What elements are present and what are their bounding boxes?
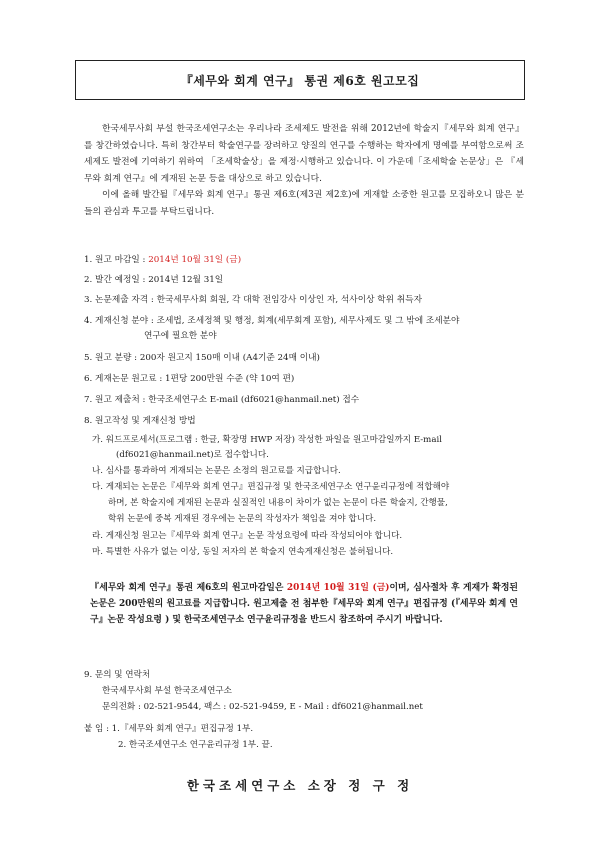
document-title — [75, 60, 525, 100]
deadline-date: 2014년 10월 31일 (금) — [148, 255, 242, 265]
notice-text-a: 『세무와 회계 연구』통권 제6호의 원고마감일은 — [90, 583, 287, 593]
signature: 한국조세연구소 소장 정 구 정 — [186, 778, 414, 793]
intro-paragraph-2: 이에 올해 발간될『세무와 회계 연구』통권 제6호(제3권 제2호)에 게재할 소중한 원고를 모집하오니 많은 분들의 관심과 투고를 부탁드립니다. — [84, 190, 524, 217]
contact-phone: 문의전화 : 02-521-9544, 팩스 : 02-521-9459, E - Mail : df6021@hanmail.net — [102, 702, 423, 712]
item-label: 1. 원고 마감일 : — [84, 255, 149, 265]
list-item — [84, 294, 422, 306]
contact-org: 한국세무사회 부설 한국조세연구소 — [102, 686, 232, 696]
item-label: 2. 발간 예정일 : 2014년 12월 31일 — [84, 275, 224, 285]
notice-paragraph — [90, 580, 518, 629]
notice-text-b: 이며, 심사절차 후 게재가 확정된 논문은 200만원의 원고료를 지급합니다. 원고제출 전 첨부한『세무와 회계 연구』편집규정 (『세무와 회계 연구』논문 작성요령 ) 및 한국조세연구소 연구윤리규정을 반드시 참조하여 주시기 바랍니다. — [90, 583, 518, 626]
contact-header: 9. 문의 및 연락처 — [84, 670, 151, 680]
attachment-1: 붙 임 : 1.『세무와 회계 연구』편집규정 1부. — [84, 724, 254, 734]
method-line: 하며, 본 학술지에 게재된 논문과 실질적인 내용이 차이가 없는 논문이 다른 학술지, 간행물, — [108, 498, 448, 508]
method-line: 다. 게재되는 논문은『세무와 회계 연구』편집규정 및 한국조세연구소 연구윤리규정에 적합해야 — [92, 482, 450, 492]
item-label: 4. 게재신청 분야 : 조세법, 조세정책 및 행정, 회계(세무회계 포함), 세무사제도 및 그 밖에 조세분야 — [84, 316, 460, 326]
list-item — [84, 315, 459, 327]
item-label: 7. 원고 제출처 : 한국조세연구소 E-mail (df6021@hanmail.net) 접수 — [84, 395, 360, 405]
attachment-2: 2. 한국조세연구소 연구윤리규정 1부. 끝. — [118, 740, 273, 750]
list-item-continuation — [144, 330, 217, 342]
method-line: (df6021@hanmail.net)로 접수합니다. — [116, 450, 269, 460]
item-label: 5. 원고 분량 : 200자 원고지 150매 이내 (A4기준 24매 이내) — [84, 353, 320, 363]
list-item — [84, 352, 320, 364]
item-label: 8. 원고작성 및 게재신청 방법 — [84, 416, 196, 426]
title-text: 『세무와 회계 연구』 통권 제6호 원고모집 — [180, 73, 420, 88]
item-label: 6. 게재논문 원고료 : 1편당 200만원 수준 (약 10여 편) — [84, 374, 295, 384]
list-item — [84, 394, 359, 406]
list-item — [84, 415, 196, 427]
method-line: 라. 게재신청 원고는『세무와 회계 연구』논문 작성요령에 따라 작성되어야 합니다. — [92, 531, 403, 541]
list-item — [84, 254, 241, 266]
list-item — [84, 373, 294, 385]
intro-paragraph-1: 한국세무사회 부설 한국조세연구소는 우리나라 조세제도 발전을 위해 2012년에 학술지『세무와 회계 연구』를 창간하였습니다. 특히 창간부터 학술연구를 장려하고 양질의 연구를 수행하는 학자에게 명예를 부여함으로써 조세제도 발전에 기여하기 위하여 「조세학술상」을 제정·시행하고 있습니다. 이 가운데「조세학술 논문상」은 『세무와 회계 연구』에 게재된 논문 등을 대상으로 하고 있습니다. — [84, 124, 524, 184]
intro-section — [84, 121, 524, 221]
notice-deadline: 2014년 10월 31일 (금) — [286, 583, 390, 593]
method-line: 마. 특별한 사유가 없는 이상, 동일 저자의 본 학술지 연속게재신청은 불허됩니다. — [92, 547, 394, 557]
method-line: 나. 심사를 통과하여 게재되는 논문은 소정의 원고료를 지급합니다. — [92, 466, 341, 476]
item-continuation: 연구에 필요한 분야 — [144, 331, 217, 341]
list-item — [84, 274, 223, 286]
item-label: 3. 논문제출 자격 : 한국세무사회 회원, 각 대학 전임강사 이상인 자, 석사이상 학위 취득자 — [84, 295, 422, 305]
method-line: 가. 워드프로세서(프로그램 : 한글, 확장명 HWP 저장) 작성한 파일을 원고마감일까지 E-mail — [92, 435, 442, 445]
method-line: 학위 논문에 중복 게재된 경우에는 논문의 작성자가 책임을 져야 합니다. — [108, 514, 377, 524]
